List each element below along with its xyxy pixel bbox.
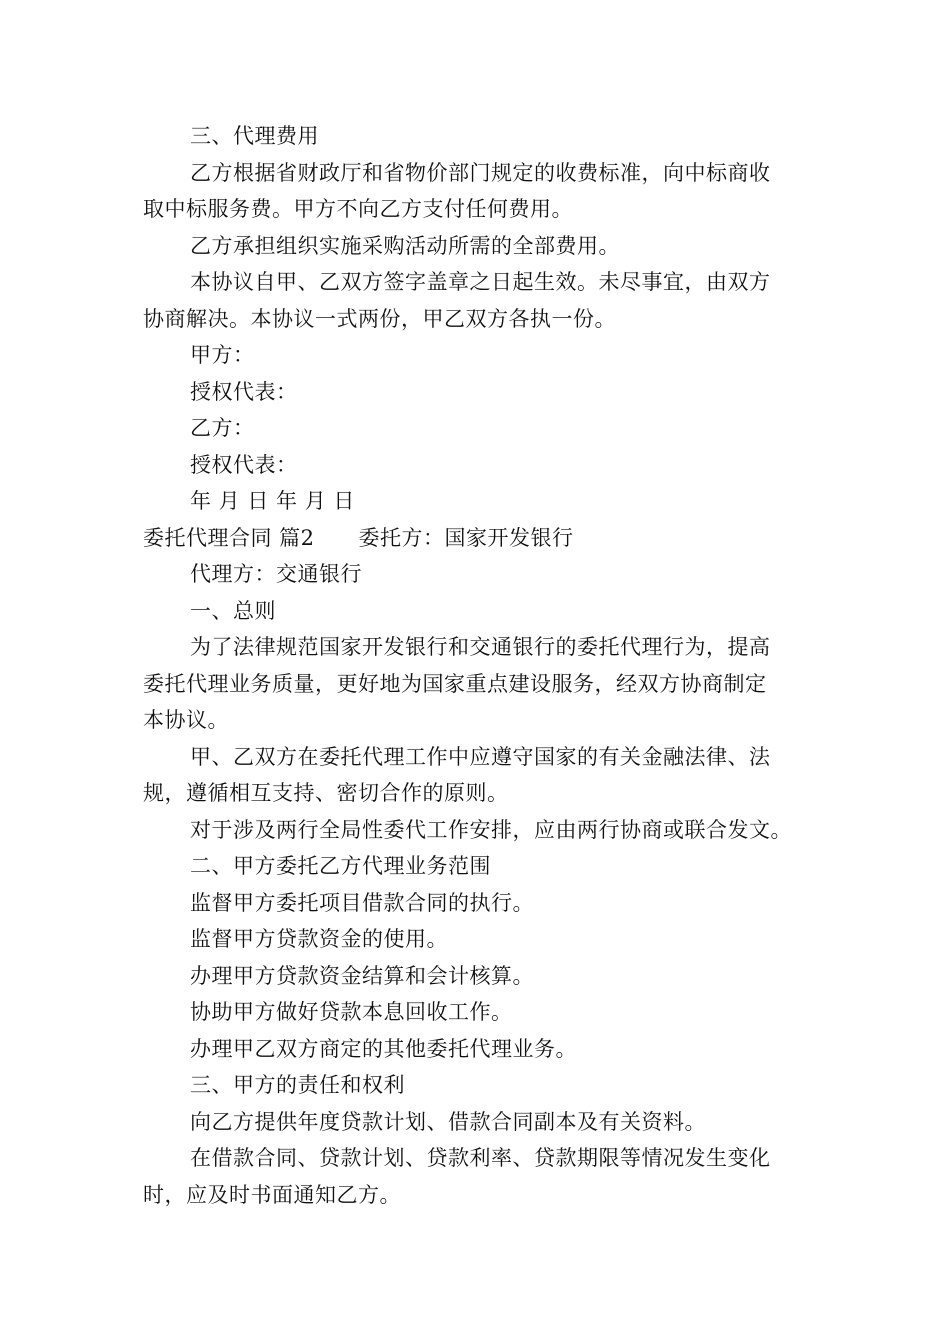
section-heading: 三、甲方的责任和权利: [190, 1073, 405, 1097]
title-spacer: [315, 520, 359, 557]
list-item: 协助甲方做好贷款本息回收工作。: [190, 1000, 513, 1024]
document-body: [143, 118, 808, 1213]
paragraph-line: 时，应及时书面通知乙方。: [143, 1182, 401, 1207]
paragraph-line: 规，遵循相互支持、密切合作的原则。: [143, 781, 509, 805]
paragraph-line: 乙方根据省财政厅和省物价部门规定的收费标准，向中标商收: [190, 160, 771, 185]
section-heading: 一、总则: [190, 598, 276, 623]
signature-date: 年 月 日 年 月 日: [190, 489, 355, 513]
list-item: 办理甲方贷款资金结算和会计核算。: [190, 963, 534, 988]
signature-party-a: 甲方：: [190, 343, 255, 367]
paragraph-line: 乙方承担组织实施采购活动所需的全部费用。: [190, 233, 620, 258]
list-item: 向乙方提供年度贷款计划、借款合同副本及有关资料。: [190, 1109, 706, 1134]
paragraph-line: 取中标服务费。甲方不向乙方支付任何费用。: [143, 197, 573, 221]
contract-title: 委托代理合同 篇2: [143, 525, 315, 550]
signature-representative-a: 授权代表：: [190, 379, 298, 404]
paragraph-line: 本协议。: [143, 708, 229, 732]
agent-party: 代理方：交通银行: [190, 562, 362, 586]
paragraph-line: 为了法律规范国家开发银行和交通银行的委托代理行为，提高: [190, 635, 771, 659]
signature-representative-b: 授权代表：: [190, 452, 298, 477]
list-item: 监督甲方贷款资金的使用。: [190, 927, 448, 951]
paragraph-line: 在借款合同、贷款计划、贷款利率、贷款期限等情况发生变化: [190, 1146, 771, 1170]
paragraph-line: 对于涉及两行全局性委代工作安排，应由两行协商或联合发文。: [190, 817, 792, 842]
contract-title-row: [143, 520, 808, 557]
paragraph-line: 委托代理业务质量，更好地为国家重点建设服务，经双方协商制定: [143, 671, 767, 696]
list-item: 办理甲乙双方商定的其他委托代理业务。: [190, 1036, 577, 1061]
principal-party: 委托方：国家开发银行: [358, 525, 574, 550]
paragraph-line: 甲、乙双方在委托代理工作中应遵守国家的有关金融法律、法: [190, 744, 771, 769]
list-item: 监督甲方委托项目借款合同的执行。: [190, 890, 534, 915]
paragraph-line: 本协议自甲、乙双方签字盖章之日起生效。未尽事宜，由双方: [190, 270, 771, 294]
section-heading: 三、代理费用: [190, 124, 319, 148]
paragraph-line: 协商解决。本协议一式两份，甲乙双方各执一份。: [143, 306, 616, 331]
section-heading: 二、甲方委托乙方代理业务范围: [190, 854, 491, 878]
signature-party-b: 乙方：: [190, 416, 255, 440]
